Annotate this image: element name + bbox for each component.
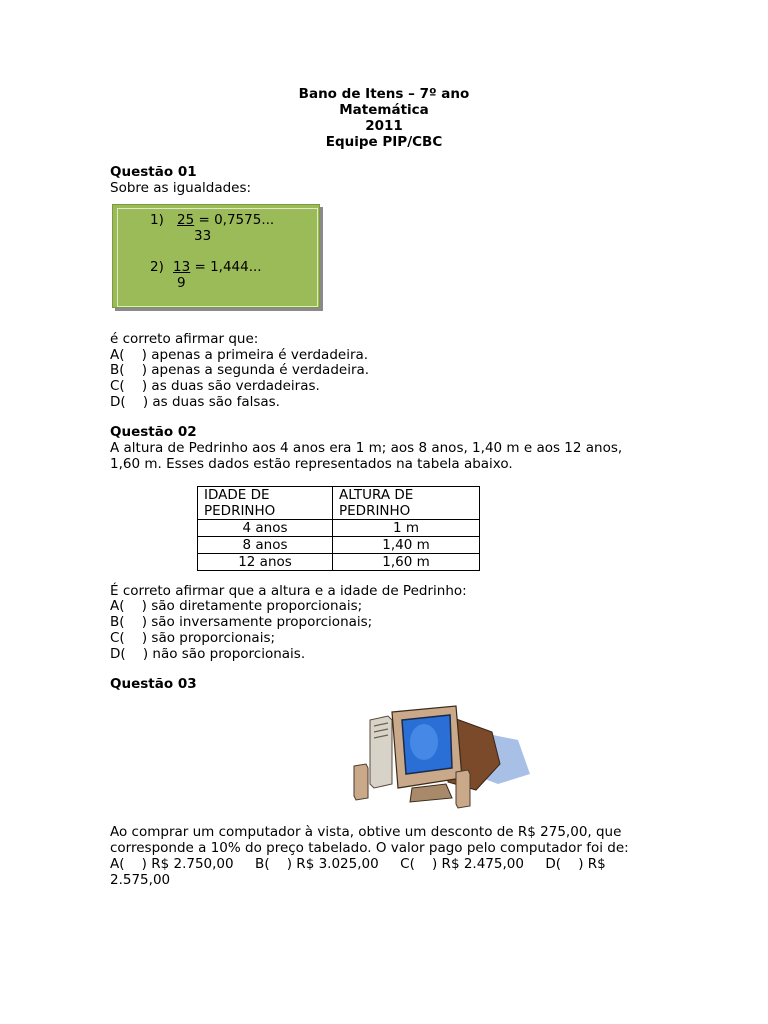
header-height-line2: PEDRINHO <box>339 503 411 519</box>
table-cell-height: 1,60 m <box>333 554 480 571</box>
q3-text-line1: Ao comprar um computador à vista, obtive um desconto de R$ 275,00, que <box>110 824 622 840</box>
header-age-line1: IDADE DE <box>204 487 270 503</box>
q1-option-c: C( ) as duas são verdadeiras. <box>110 378 320 394</box>
table-cell-age: 4 anos <box>198 520 333 537</box>
q1-title: Questão 01 <box>110 164 197 180</box>
age-height-table <box>197 486 480 571</box>
tower-icon <box>370 716 392 788</box>
header-age-line2: PEDRINHO <box>204 503 276 519</box>
table-cell-height: 1,40 m <box>333 537 480 554</box>
item2-numerator: 13 <box>173 259 191 275</box>
q2-option-d: D( ) não são proporcionais. <box>110 646 306 662</box>
q2-option-b: B( ) são inversamente proporcionais; <box>110 614 373 630</box>
doc-title-line3: 2011 <box>365 118 403 134</box>
doc-title-line1: Bano de Itens – 7º ano <box>298 86 470 102</box>
q2-text-line2: 1,60 m. Esses dados estão representados na tabela abaixo. <box>110 456 513 472</box>
q1-option-b: B( ) apenas a segunda é verdadeira. <box>110 362 370 378</box>
item2-denominator: 9 <box>177 275 186 291</box>
table-header-height <box>333 487 480 520</box>
left-speaker-icon <box>354 764 368 800</box>
header-height-line1: ALTURA DE <box>339 487 414 503</box>
monitor-stand <box>410 784 452 802</box>
computer-clipart-icon <box>348 702 532 810</box>
item2-expression <box>173 259 262 275</box>
q2-prompt: É correto afirmar que a altura e a idade de Pedrinho: <box>110 583 467 599</box>
q3-title: Questão 03 <box>110 676 197 692</box>
table-row <box>198 520 480 537</box>
table-header-age <box>198 487 333 520</box>
q2-option-c: C( ) são proporcionais; <box>110 630 276 646</box>
q3-options: A( ) R$ 2.750,00 B( ) R$ 3.025,00 C( ) R$ 2.475,00 D( ) R$ <box>110 856 606 872</box>
table-header-row <box>198 487 480 520</box>
item1-numerator: 25 <box>177 212 195 228</box>
item2-number: 2) <box>150 259 164 275</box>
q1-intro: Sobre as igualdades: <box>110 180 252 196</box>
q1-prompt: é correto afirmar que: <box>110 331 259 347</box>
q2-text-line1: A altura de Pedrinho aos 4 anos era 1 m; aos 8 anos, 1,40 m e aos 12 anos, <box>110 440 623 456</box>
table-cell-height: 1 m <box>333 520 480 537</box>
right-speaker-icon <box>456 770 470 808</box>
item1-expression <box>177 212 274 228</box>
doc-title-line4: Equipe PIP/CBC <box>325 134 443 150</box>
screen-highlight <box>410 724 438 760</box>
q3-options-cont: 2.575,00 <box>110 872 171 888</box>
q1-option-d: D( ) as duas são falsas. <box>110 394 280 410</box>
q1-option-a: A( ) apenas a primeira é verdadeira. <box>110 347 369 363</box>
q2-title: Questão 02 <box>110 424 197 440</box>
item1-number: 1) <box>150 212 164 228</box>
doc-title-line2: Matemática <box>339 102 429 118</box>
item2-result: = 1,444... <box>190 259 262 275</box>
table-cell-age: 12 anos <box>198 554 333 571</box>
table-row <box>198 537 480 554</box>
q2-option-a: A( ) são diretamente proporcionais; <box>110 598 363 614</box>
item1-result: = 0,7575... <box>194 212 275 228</box>
item1-denominator: 33 <box>194 228 212 244</box>
table-cell-age: 8 anos <box>198 537 333 554</box>
table-row <box>198 554 480 571</box>
q3-text-line2: corresponde a 10% do preço tabelado. O valor pago pelo computador foi de: <box>110 840 629 856</box>
